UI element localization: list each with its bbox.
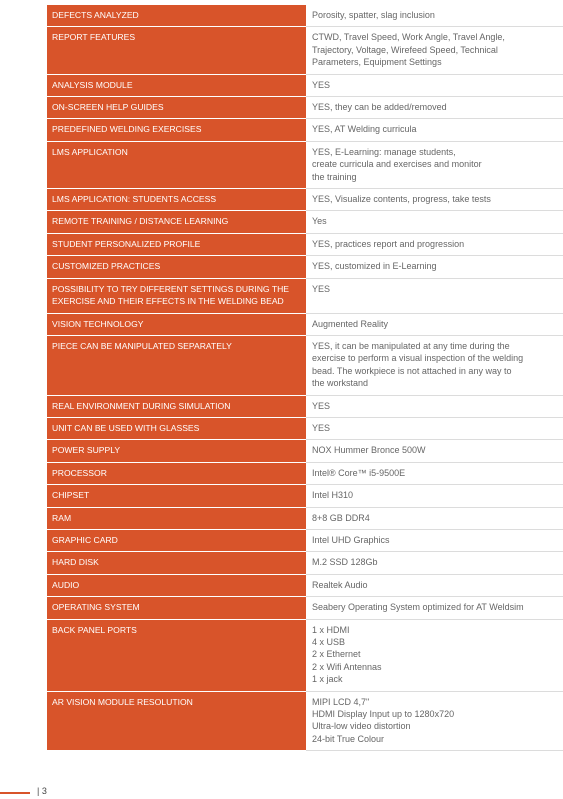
spec-row	[47, 462, 563, 484]
spec-value: YES, it can be manipulated at any time during the exercise to perform a visual inspection of the welding bead. The workpiece is not attached in any way to the workstand	[306, 335, 563, 395]
spec-label: ANALYSIS MODULE	[47, 74, 306, 96]
spec-label: VISION TECHNOLOGY	[47, 313, 306, 335]
spec-value: M.2 SSD 128Gb	[306, 552, 563, 574]
spec-table	[47, 5, 563, 751]
spec-row	[47, 395, 563, 417]
spec-row	[47, 335, 563, 395]
spec-value: YES, Visualize contents, progress, take tests	[306, 189, 563, 211]
spec-row	[47, 619, 563, 691]
spec-label: AR VISION MODULE RESOLUTION	[47, 691, 306, 751]
spec-label: PREDEFINED WELDING EXERCISES	[47, 119, 306, 141]
spec-value: 1 x HDMI 4 x USB 2 x Ethernet 2 x Wifi Antennas 1 x jack	[306, 619, 563, 691]
spec-value: YES, practices report and progression	[306, 233, 563, 255]
spec-row	[47, 552, 563, 574]
spec-value: YES	[306, 74, 563, 96]
spec-value: Seabery Operating System optimized for AT Weldsim	[306, 597, 563, 619]
spec-label: LMS APPLICATION: STUDENTS ACCESS	[47, 189, 306, 211]
spec-row	[47, 691, 563, 751]
spec-row	[47, 278, 563, 313]
spec-label: REAL ENVIRONMENT DURING SIMULATION	[47, 395, 306, 417]
spec-value: 8+8 GB DDR4	[306, 507, 563, 529]
spec-row	[47, 313, 563, 335]
spec-label: BACK PANEL PORTS	[47, 619, 306, 691]
spec-label: CUSTOMIZED PRACTICES	[47, 256, 306, 278]
spec-row	[47, 97, 563, 119]
spec-row	[47, 74, 563, 96]
spec-value: YES	[306, 417, 563, 439]
spec-value: CTWD, Travel Speed, Work Angle, Travel Angle, Trajectory, Voltage, Wirefeed Speed, Technical Parameters, Equipment Settings	[306, 27, 563, 74]
spec-label: ON-SCREEN HELP GUIDES	[47, 97, 306, 119]
spec-value: NOX Hummer Bronce 500W	[306, 440, 563, 462]
spec-label: POWER SUPPLY	[47, 440, 306, 462]
spec-label: PIECE CAN BE MANIPULATED SEPARATELY	[47, 335, 306, 395]
spec-label: REMOTE TRAINING / DISTANCE LEARNING	[47, 211, 306, 233]
spec-value: Intel® Core™ i5-9500E	[306, 462, 563, 484]
spec-row	[47, 256, 563, 278]
spec-label: OPERATING SYSTEM	[47, 597, 306, 619]
spec-row	[47, 417, 563, 439]
spec-value: YES	[306, 278, 563, 313]
spec-value: YES, customized in E-Learning	[306, 256, 563, 278]
spec-table-body	[47, 5, 563, 751]
spec-value: Realtek Audio	[306, 574, 563, 596]
spec-label: PROCESSOR	[47, 462, 306, 484]
spec-row	[47, 5, 563, 27]
spec-row	[47, 507, 563, 529]
spec-label: AUDIO	[47, 574, 306, 596]
spec-row	[47, 189, 563, 211]
spec-label: RAM	[47, 507, 306, 529]
spec-value: MIPI LCD 4,7" HDMI Display Input up to 1280x720 Ultra-low video distortion 24-bit True Colour	[306, 691, 563, 751]
spec-value: YES, E-Learning: manage students, create curricula and exercises and monitor the training	[306, 141, 563, 188]
spec-value: YES, they can be added/removed	[306, 97, 563, 119]
spec-row	[47, 597, 563, 619]
spec-row	[47, 211, 563, 233]
spec-value: Yes	[306, 211, 563, 233]
page-number: | 3	[37, 786, 47, 796]
spec-label: DEFECTS ANALYZED	[47, 5, 306, 27]
spec-label: HARD DISK	[47, 552, 306, 574]
spec-label: LMS APPLICATION	[47, 141, 306, 188]
spec-label: CHIPSET	[47, 485, 306, 507]
spec-label: UNIT CAN BE USED WITH GLASSES	[47, 417, 306, 439]
spec-value: YES	[306, 395, 563, 417]
spec-label: GRAPHIC CARD	[47, 529, 306, 551]
footer-accent-bar	[0, 792, 30, 794]
spec-value: YES, AT Welding curricula	[306, 119, 563, 141]
spec-row	[47, 141, 563, 188]
spec-row	[47, 119, 563, 141]
spec-label: POSSIBILITY TO TRY DIFFERENT SETTINGS DURING THE EXERCISE AND THEIR EFFECTS IN THE WELDING BEAD	[47, 278, 306, 313]
spec-row	[47, 485, 563, 507]
spec-row	[47, 233, 563, 255]
spec-label: REPORT FEATURES	[47, 27, 306, 74]
spec-value: Intel UHD Graphics	[306, 529, 563, 551]
spec-value: Porosity, spatter, slag inclusion	[306, 5, 563, 27]
spec-row	[47, 529, 563, 551]
spec-row	[47, 440, 563, 462]
spec-row	[47, 574, 563, 596]
spec-label: STUDENT PERSONALIZED PROFILE	[47, 233, 306, 255]
spec-value: Augmented Reality	[306, 313, 563, 335]
spec-row	[47, 27, 563, 74]
spec-value: Intel H310	[306, 485, 563, 507]
